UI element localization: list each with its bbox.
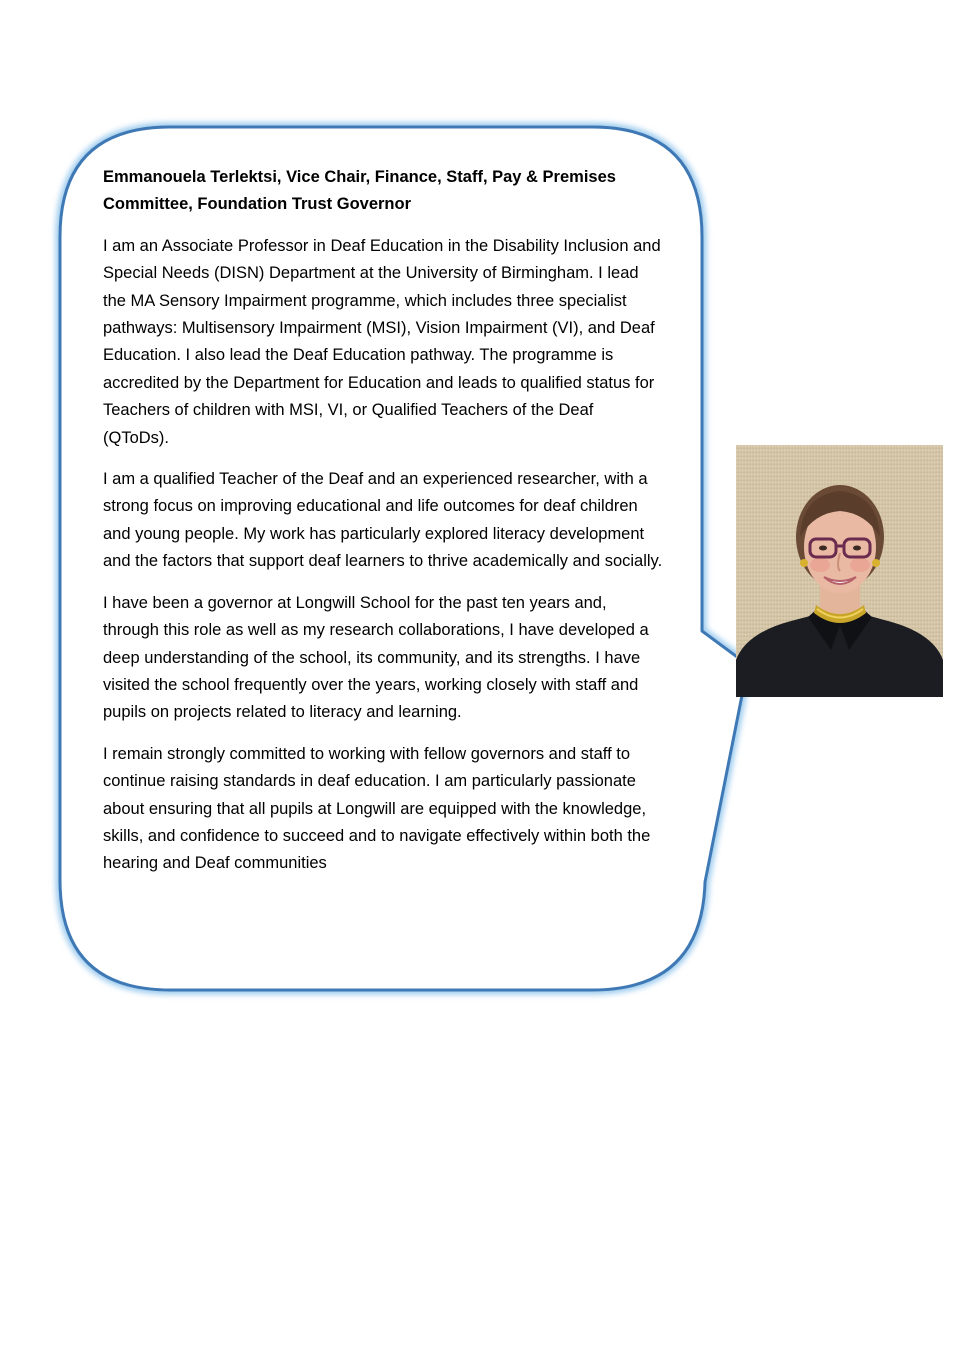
profile-title: Emmanouela Terlektsi, Vice Chair, Finance, Staff, Pay & Premises Committee, Foundation Trust Governor: [103, 168, 616, 214]
profile-paragraph: I remain strongly committed to working with fellow governors and staff to continue raising standards in deaf education. I am particularly passionate about ensuring that all pupils at Longwill are equipped with the knowledge, skills, and confidence to succeed and to navigate effectively within both the hearing and Deaf communities: [103, 744, 651, 873]
portrait-illustration: [736, 445, 943, 697]
profile-text-block: [103, 164, 663, 892]
profile-paragraph: I am a qualified Teacher of the Deaf and an experienced researcher, with a strong focus on improving educational and life outcomes for deaf children and young people. My work has particularly explored literacy development and the factors that support deaf learners to thrive academically and socially.: [103, 470, 663, 571]
profile-paragraph: I am an Associate Professor in Deaf Education in the Disability Inclusion and Special Needs (DISN) Department at the University of Birmingham. I lead the MA Sensory Impairment programme, which includes three specialist pathways: Multisensory Impairment (MSI), Vision Impairment (VI), and Deaf Education. I also lead the Deaf Education pathway. The programme is accredited by the Department for Education and leads to qualified status for Teachers of children with MSI, VI, or Qualified Teachers of the Deaf (QToDs).: [103, 236, 661, 447]
profile-paragraph: I have been a governor at Longwill School for the past ten years and, through this role as well as my research collaborations, I have developed a deep understanding of the school, its community, and its strengths. I have visited the school frequently over the years, working closely with staff and pupils on projects related to literacy and learning.: [103, 593, 649, 722]
portrait-photo: [736, 445, 943, 697]
